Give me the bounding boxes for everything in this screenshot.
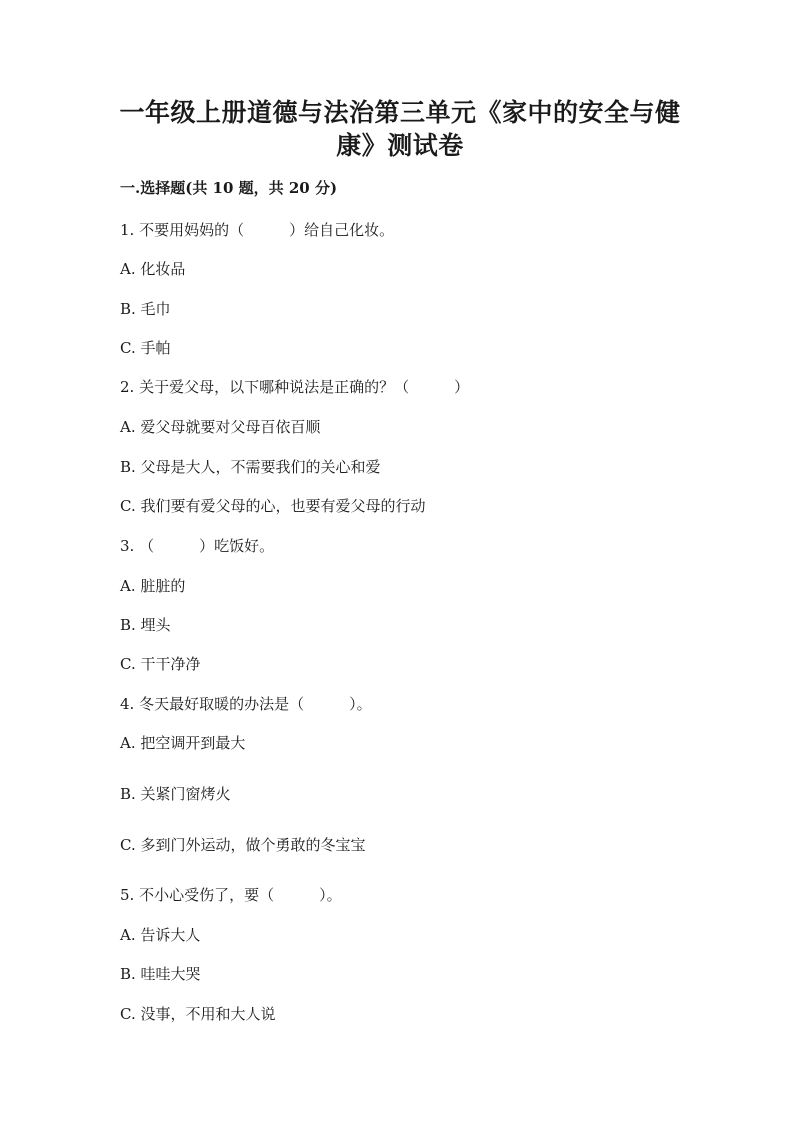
question-2-option-a: A. 爱父母就要对父母百依百顺 [120, 418, 321, 436]
question-1-option-a: A. 化妆品 [120, 260, 186, 278]
question-2-option-b: B. 父母是大人，不需要我们的关心和爱 [120, 458, 381, 476]
question-4-option-c: C. 多到门外运动，做个勇敢的冬宝宝 [120, 836, 366, 854]
question-3-option-c: C. 干干净净 [120, 655, 201, 673]
exam-title-line-1: 一年级上册道德与法治第三单元《家中的安全与健 [119, 98, 681, 127]
question-1-option-c: C. 手帕 [120, 339, 171, 357]
question-2-stem: 2. 关于爱父母，以下哪种说法是正确的？（ ） [120, 378, 470, 396]
question-3-option-b: B. 埋头 [120, 616, 171, 634]
question-1-option-b: B. 毛巾 [120, 300, 171, 318]
question-5-option-a: A. 告诉大人 [120, 926, 201, 944]
question-2-option-c: C. 我们要有爱父母的心，也要有爱父母的行动 [120, 497, 426, 515]
question-3-option-a: A. 脏脏的 [120, 577, 186, 595]
section-heading: 一.选择题(共 10 题，共 20 分) [120, 179, 338, 197]
question-4-stem: 4. 冬天最好取暖的办法是（ ）。 [120, 695, 372, 713]
exam-title-line-2: 康》测试卷 [336, 131, 464, 160]
question-5-option-c: C. 没事，不用和大人说 [120, 1005, 276, 1023]
question-1-stem: 1. 不要用妈妈的（ ）给自己化妆。 [120, 221, 395, 239]
question-5-option-b: B. 哇哇大哭 [120, 965, 201, 983]
question-5-stem: 5. 不小心受伤了，要（ ）。 [120, 886, 342, 904]
question-3-stem: 3. （ ）吃饭好。 [120, 537, 275, 555]
question-4-option-b: B. 关紧门窗烤火 [120, 785, 231, 803]
question-4-option-a: A. 把空调开到最大 [120, 734, 246, 752]
